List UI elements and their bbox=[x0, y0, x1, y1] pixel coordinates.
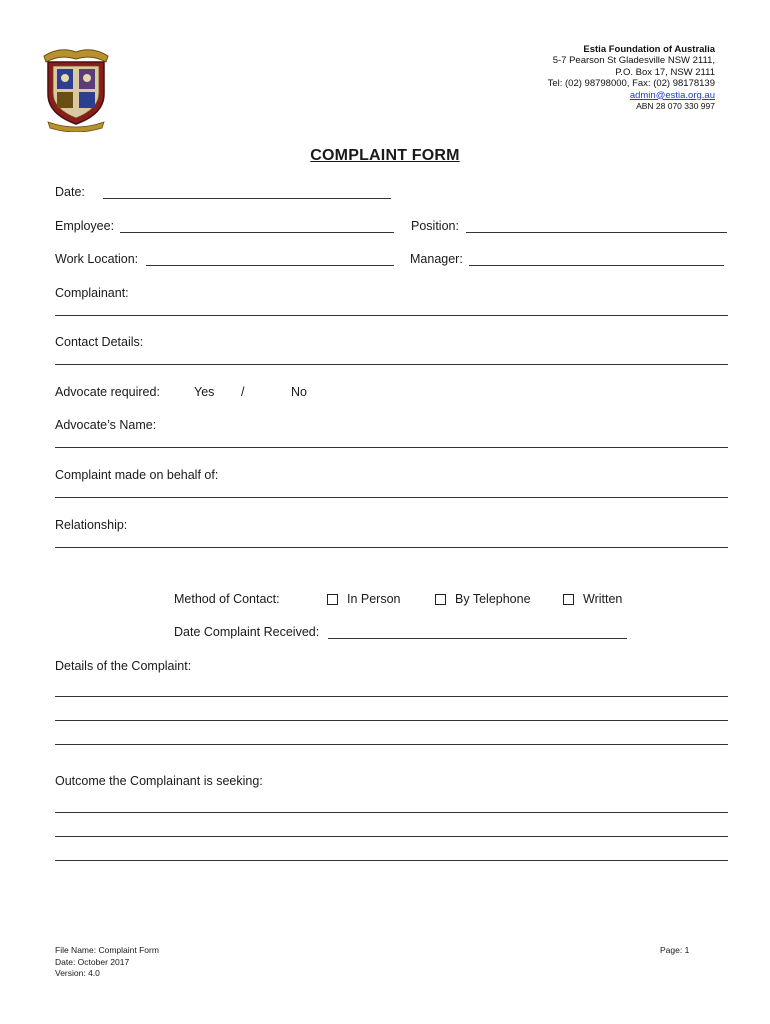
date-label: Date: bbox=[55, 185, 85, 199]
contact-details-field[interactable] bbox=[55, 364, 728, 365]
details-label: Details of the Complaint: bbox=[55, 659, 192, 673]
document-footer bbox=[55, 945, 159, 980]
method-written-label: Written bbox=[583, 592, 623, 606]
advocate-name-field[interactable] bbox=[55, 447, 728, 448]
phone-fax: Tel: (02) 98798000, Fax: (02) 98178139 bbox=[547, 78, 715, 90]
method-in-person-checkbox[interactable] bbox=[327, 592, 401, 606]
email-link[interactable]: admin@estia.org.au bbox=[629, 89, 715, 101]
advocate-separator: / bbox=[241, 385, 245, 399]
method-telephone-checkbox[interactable] bbox=[435, 592, 531, 606]
method-of-contact-label: Method of Contact: bbox=[174, 592, 280, 606]
work-location-label: Work Location: bbox=[55, 252, 139, 266]
employee-label: Employee: bbox=[55, 219, 115, 233]
outcome-line-1[interactable] bbox=[55, 812, 728, 813]
checkbox-icon bbox=[327, 594, 338, 605]
advocate-name-label: Advocate’s Name: bbox=[55, 418, 157, 432]
crest-logo-icon bbox=[40, 42, 112, 132]
address-line-1: 5-7 Pearson St Gladesville NSW 2111, bbox=[552, 55, 715, 67]
employee-field[interactable] bbox=[120, 232, 394, 233]
form-title: COMPLAINT FORM bbox=[310, 147, 460, 164]
position-field[interactable] bbox=[466, 232, 727, 233]
org-name: Estia Foundation of Australia bbox=[583, 44, 715, 55]
footer-file-name: File Name: Complaint Form bbox=[55, 945, 159, 955]
advocate-no-option[interactable]: No bbox=[291, 385, 307, 399]
organisation-address-block bbox=[548, 44, 715, 112]
relationship-label: Relationship: bbox=[55, 518, 128, 532]
contact-details-label: Contact Details: bbox=[55, 335, 144, 349]
outcome-label: Outcome the Complainant is seeking: bbox=[55, 774, 263, 788]
details-line-2[interactable] bbox=[55, 720, 728, 721]
on-behalf-field[interactable] bbox=[55, 497, 728, 498]
abn: ABN 28 070 330 997 bbox=[636, 101, 715, 112]
outcome-line-3[interactable] bbox=[55, 860, 728, 861]
manager-field[interactable] bbox=[469, 265, 724, 266]
footer-version: Version: 4.0 bbox=[55, 968, 100, 978]
manager-label: Manager: bbox=[410, 252, 463, 266]
outcome-line-2[interactable] bbox=[55, 836, 728, 837]
method-in-person-label: In Person bbox=[347, 592, 401, 606]
address-line-2: P.O. Box 17, NSW 2111 bbox=[615, 66, 715, 78]
position-label: Position: bbox=[411, 219, 459, 233]
advocate-yes-option[interactable]: Yes bbox=[194, 385, 215, 399]
complainant-field[interactable] bbox=[55, 315, 728, 316]
method-telephone-label: By Telephone bbox=[455, 592, 531, 606]
date-field[interactable] bbox=[103, 198, 391, 199]
work-location-field[interactable] bbox=[146, 265, 394, 266]
page-number: Page: 1 bbox=[660, 945, 690, 955]
checkbox-icon bbox=[563, 594, 574, 605]
on-behalf-label: Complaint made on behalf of: bbox=[55, 468, 219, 482]
advocate-required-label: Advocate required: bbox=[55, 385, 160, 399]
complainant-label: Complainant: bbox=[55, 286, 129, 300]
method-written-checkbox[interactable] bbox=[563, 592, 622, 606]
details-line-3[interactable] bbox=[55, 744, 728, 745]
date-received-field[interactable] bbox=[328, 638, 627, 639]
checkbox-icon bbox=[435, 594, 446, 605]
date-received-label: Date Complaint Received: bbox=[174, 625, 320, 639]
details-line-1[interactable] bbox=[55, 696, 728, 697]
footer-date: Date: October 2017 bbox=[55, 956, 130, 967]
relationship-field[interactable] bbox=[55, 547, 728, 548]
